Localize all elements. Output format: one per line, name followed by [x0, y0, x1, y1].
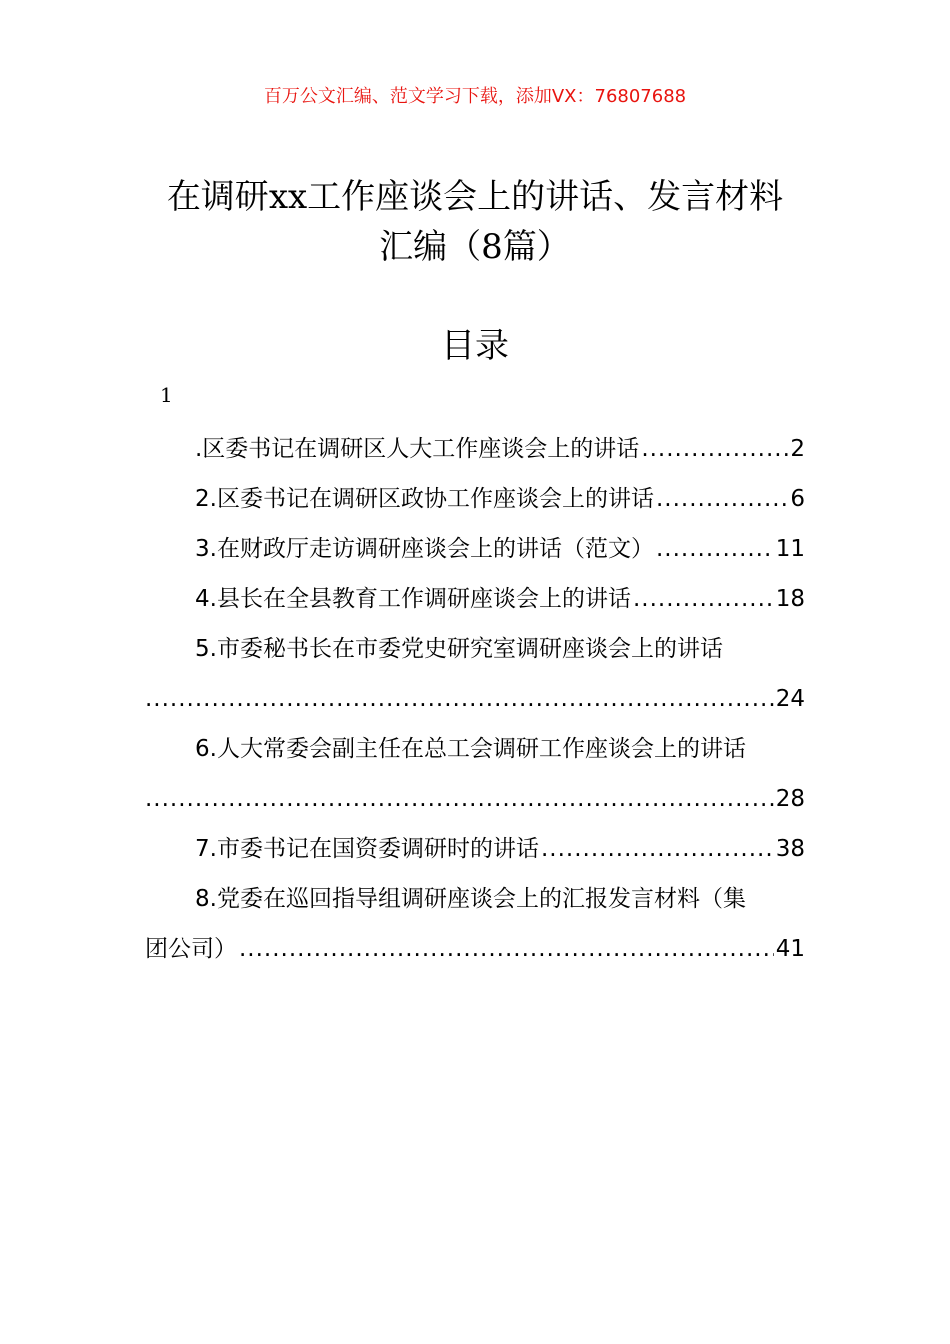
promo-header: [0, 84, 950, 110]
toc-leader-dots: [656, 524, 774, 574]
toc-item-6[interactable]: [145, 724, 805, 824]
toc-item-page: 28: [775, 786, 805, 812]
toc-leader-dots: [641, 424, 788, 474]
toc-leader-dots: [541, 824, 774, 874]
toc-item-7[interactable]: [145, 824, 805, 874]
toc-item-text: 8.党委在巡回指导组调研座谈会上的汇报发言材料（集: [195, 886, 746, 912]
title-part: 工作座谈会上的讲话、发言材料: [307, 177, 784, 217]
toc-item-text: 7.市委书记在国资委调研时的讲话: [195, 836, 539, 862]
toc-item-3[interactable]: [145, 524, 805, 574]
title-part: xx: [268, 177, 308, 217]
toc-item-page: 38: [775, 836, 805, 862]
toc-stray-number: 1: [160, 383, 173, 407]
title-part: 在调研: [166, 177, 269, 217]
toc-item-text-continued: 团公司）: [145, 936, 237, 962]
toc-leader-dots: [239, 924, 774, 974]
toc-item-4[interactable]: [145, 574, 805, 624]
toc-item-2[interactable]: [145, 474, 805, 524]
toc-item-text: .区委书记在调研区人大工作座谈会上的讲话: [195, 436, 640, 462]
title-line-2: [100, 222, 850, 272]
title-part: 篇）: [502, 227, 571, 267]
toc-item-page: 24: [775, 686, 805, 712]
title-line-1: [100, 172, 850, 222]
toc-list: [145, 424, 805, 974]
toc-item-text: 4.县长在全县教育工作调研座谈会上的讲话: [195, 586, 631, 612]
title-part: 汇编（: [379, 227, 482, 267]
toc-item-text: 5.市委秘书长在市委党史研究室调研座谈会上的讲话: [195, 636, 723, 662]
toc-item-page: 11: [775, 536, 805, 562]
document-title: [100, 172, 850, 272]
toc-item-page: 41: [775, 936, 805, 962]
toc-leader-dots: [145, 774, 774, 824]
toc-item-page: 18: [775, 586, 805, 612]
toc-item-8[interactable]: [145, 874, 805, 974]
toc-item-5[interactable]: [145, 624, 805, 724]
toc-item-page: 6: [790, 486, 805, 512]
promo-header-text: 百万公文汇编、范文学习下载，添加VX：76807688: [263, 86, 687, 107]
toc-item-text: 2.区委书记在调研区政协工作座谈会上的讲话: [195, 486, 654, 512]
toc-heading: 目录: [441, 326, 509, 366]
toc-item-text: 3.在财政厅走访调研座谈会上的讲话（范文）: [195, 536, 654, 562]
toc-item-page: 2: [790, 436, 805, 462]
title-part: 8: [481, 227, 503, 267]
toc-leader-dots: [656, 474, 788, 524]
toc-item-text: 6.人大常委会副主任在总工会调研工作座谈会上的讲话: [195, 736, 746, 762]
toc-leader-dots: [633, 574, 774, 624]
toc-item-1[interactable]: [145, 424, 805, 474]
toc-leader-dots: [145, 674, 774, 724]
